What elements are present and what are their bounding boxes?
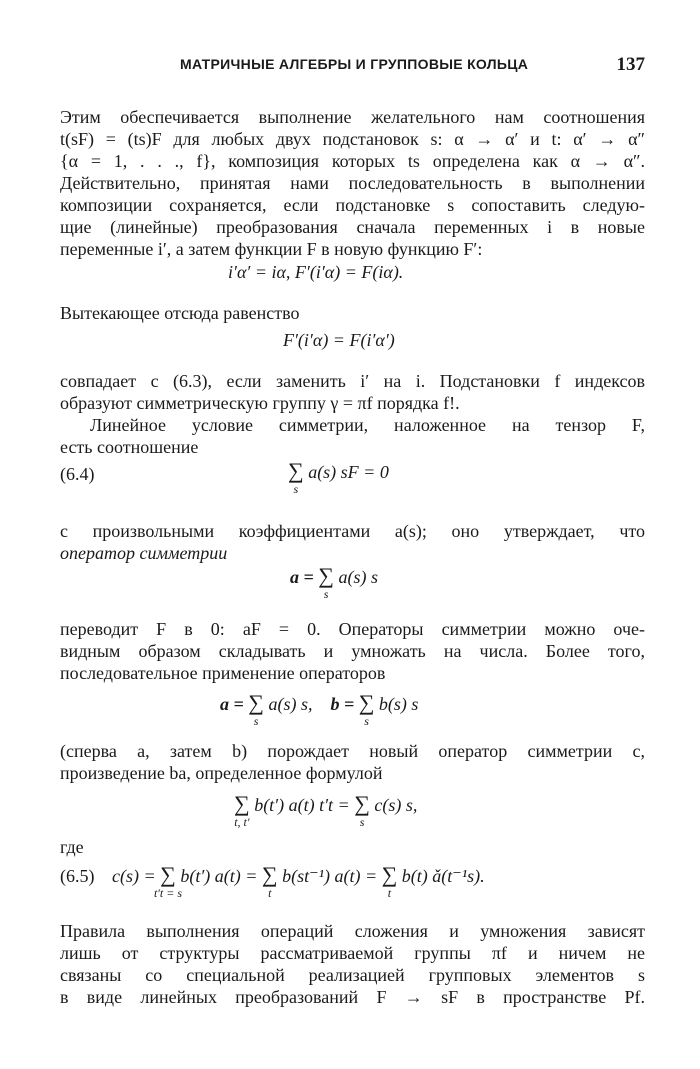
text-line: есть соотношение <box>60 437 199 457</box>
text-line: связаны со специальной реализацией групповых элементов s <box>60 965 645 985</box>
sum-symbol: ∑ s <box>354 791 370 829</box>
text-line: Правила выполнения операций сложения и умножения зависят <box>60 921 645 941</box>
text-line: Действительно, принятая нами последовательность в выполнении <box>60 173 645 193</box>
paragraph-7 <box>60 920 645 1008</box>
text-line: t(sF) = (ts)F для любых двух подстановок s: α → α′ и t: α′ → α″ <box>60 129 645 149</box>
sum-symbol: ∑ t <box>381 862 398 900</box>
paragraph-6 <box>60 740 645 784</box>
text-line: образуют симметрическую группу γ = πf порядка f!. <box>60 393 460 413</box>
formula-operator: a = ∑ s a(s) s <box>290 563 378 601</box>
text-line: с произвольными коэффициентами a(s); оно утверждает, что <box>60 521 645 541</box>
sum-symbol: ∑ s <box>358 690 375 728</box>
equation-label-6-5: (6.5) <box>60 866 95 886</box>
running-title: МАТРИЧНЫЕ АЛГЕБРЫ И ГРУППОВЫЕ КОЛЬЦА <box>180 56 529 72</box>
sum-symbol: ∑ s <box>248 690 264 728</box>
text-line: переводит F в 0: aF = 0. Операторы симметрии можно оче- <box>60 619 645 639</box>
text-line: произведение ba, определенное формулой <box>60 763 383 783</box>
text-line: Вытекающее отсюда равенство <box>60 303 300 323</box>
page-number: 137 <box>616 54 645 75</box>
text-line: (сперва a, затем b) порождает новый оператор симметрии c, <box>60 741 645 761</box>
paragraph-3 <box>60 370 645 458</box>
text-line: {α = 1, . . ., f}, композиция которых ts определена как α → α″. <box>60 151 645 171</box>
equation-6-4: ∑ s a(s) sF = 0 <box>288 458 389 496</box>
text-line: лишь от структуры рассматриваемой группы πf и ничем не <box>60 943 645 963</box>
paragraph-5 <box>60 618 645 684</box>
text-line: видным образом складывать и умножать на числа. Более того, <box>60 641 645 661</box>
formula-two-operators: a = ∑ s a(s) s, b = ∑ s b(s) s <box>220 690 419 728</box>
formula-substitution: i′α′ = iα, F′(i′α) = F(iα). <box>228 262 404 282</box>
text-line: оператор симметрии <box>60 543 228 563</box>
equation-6-5: c(s) = ∑ t′t = s b(t′) a(t) = ∑ t b(st⁻¹) a(t) = ∑ t b(t) ǎ(t⁻¹s). <box>112 862 485 900</box>
text-line: композиции сохраняется, если подстановке s сопоставить следую- <box>60 195 645 215</box>
sum-symbol: ∑ t <box>261 862 278 900</box>
text-line: переменные i′, а затем функции F в новую функцию F′: <box>60 239 483 259</box>
equation-label-6-4: (6.4) <box>60 464 95 484</box>
text-line: последовательное применение операторов <box>60 663 386 683</box>
text-line: Линейное условие симметрии, наложенное на тензор F, <box>90 415 645 435</box>
sum-symbol: ∑ s <box>318 563 334 601</box>
text-line: совпадает с (6.3), если заменить i′ на i. Подстановки f индексов <box>60 371 645 391</box>
paragraph-1 <box>60 106 645 260</box>
paragraph-2 <box>60 302 645 324</box>
sum-symbol: ∑ s <box>288 458 304 496</box>
text-line: в виде линейных преобразований F → sF в пространстве Pf. <box>60 987 645 1007</box>
page-header <box>60 52 645 80</box>
sum-symbol: ∑ t′t = s <box>153 862 183 900</box>
where-label: где <box>60 837 84 857</box>
formula-equality: F′(i′α) = F(i′α′) <box>283 330 395 350</box>
text-line: щие (линейные) преобразования сначала переменных i в новые <box>60 217 645 237</box>
formula-product: ∑ t, t′ b(t′) a(t) t′t = ∑ s c(s) s, <box>234 791 418 829</box>
text-line: Этим обеспечивается выполнение желательного нам соотношения <box>60 107 645 127</box>
sum-symbol: ∑ t, t′ <box>234 791 250 829</box>
paragraph-4 <box>60 520 645 564</box>
